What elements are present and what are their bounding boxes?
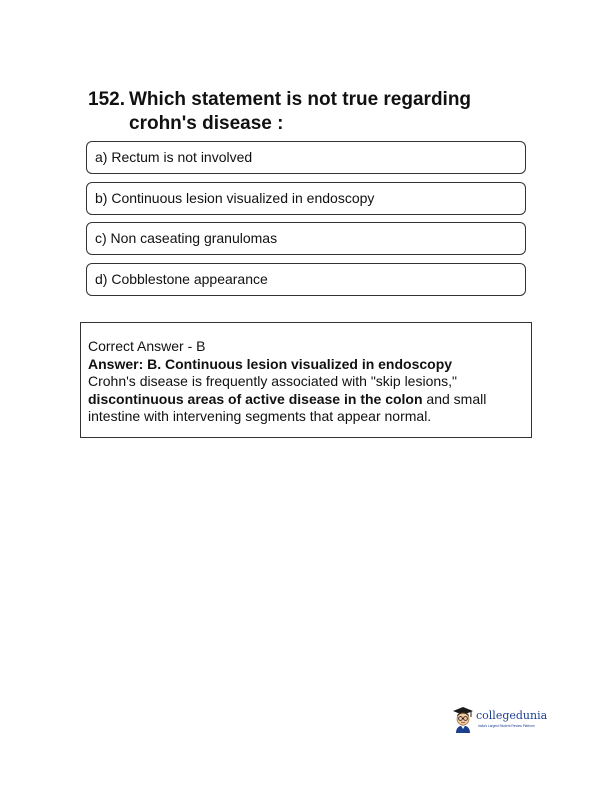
graduate-mascot-icon <box>452 706 474 734</box>
collegedunia-logo <box>452 706 562 736</box>
answer-box <box>80 322 532 438</box>
question-number: 152. <box>88 89 125 110</box>
option-b[interactable]: b) Continuous lesion visualized in endoscopy <box>86 182 526 215</box>
answer-explanation <box>88 373 524 426</box>
question-line-2: crohn's disease : <box>129 113 284 134</box>
explanation-text-1: Crohn's disease is frequently associated with "skip lesions," <box>88 373 458 389</box>
options-list <box>86 141 526 303</box>
logo-name: collegedunia <box>476 709 548 722</box>
question-text <box>88 88 528 136</box>
correct-answer-line: Correct Answer - B <box>88 338 206 354</box>
explanation-text-2: and small intestine with intervening segments that appear normal. <box>88 390 487 424</box>
option-d[interactable]: d) Cobblestone appearance <box>86 263 526 296</box>
option-c[interactable]: c) Non caseating granulomas <box>86 222 526 255</box>
question-line-1: Which statement is not true regarding <box>129 89 472 110</box>
explanation-bold-text: discontinuous areas of active disease in the colon <box>88 390 423 407</box>
logo-tagline: India's Largest Student Review Platform <box>478 724 535 728</box>
answer-heading: Answer: B. Continuous lesion visualized in endoscopy <box>88 355 453 372</box>
option-a[interactable]: a) Rectum is not involved <box>86 141 526 174</box>
